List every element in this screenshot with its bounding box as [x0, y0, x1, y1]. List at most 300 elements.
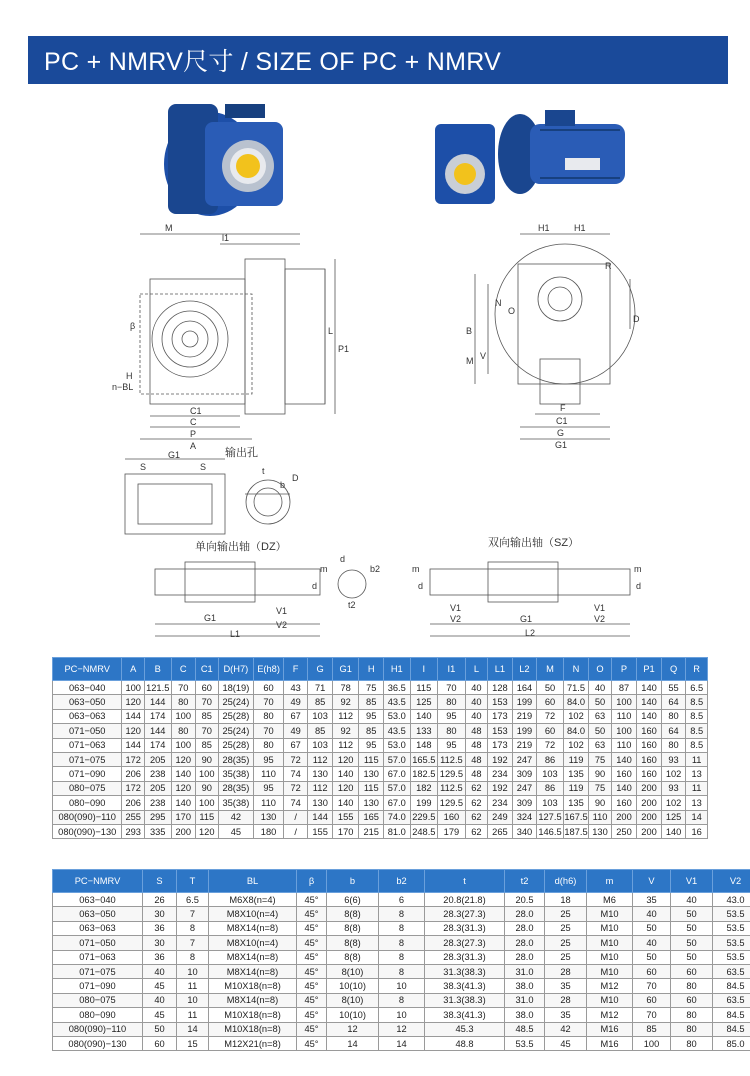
- double-shaft-label: 双向输出轴（SZ）: [488, 537, 580, 549]
- table-cell: 133: [410, 724, 438, 738]
- table-cell-model: 071−090: [53, 979, 143, 993]
- table-cell: 48.5: [505, 1022, 545, 1036]
- table1-header: P1: [637, 658, 662, 681]
- table-cell: 49: [283, 695, 308, 709]
- table-cell: 265: [488, 824, 513, 838]
- table-cell: 130: [589, 824, 611, 838]
- table-cell: M10X18(n=8): [209, 979, 297, 993]
- table-cell: 14: [379, 1036, 425, 1050]
- table-cell: 229.5: [410, 810, 438, 824]
- dim-m-double-left: m: [412, 564, 420, 574]
- table-cell: 11: [177, 979, 209, 993]
- table-cell: 238: [144, 767, 171, 781]
- table-cell: 115: [359, 781, 384, 795]
- dim-L: L: [328, 326, 334, 336]
- table2-header: β: [297, 870, 327, 893]
- table-cell: 140: [171, 796, 196, 810]
- table-cell: 55: [661, 681, 686, 695]
- table-cell: 112: [332, 709, 359, 723]
- table-cell: 103: [308, 738, 333, 752]
- table-cell: 119: [563, 781, 589, 795]
- table-cell: 53.5: [713, 950, 750, 964]
- table-cell: 35: [545, 1008, 587, 1022]
- table-cell: 206: [122, 767, 144, 781]
- table-cell: 43.5: [383, 724, 410, 738]
- table-cell: 48: [465, 738, 487, 752]
- table1-header: PC−NMRV: [53, 658, 122, 681]
- table-cell: 53.5: [713, 921, 750, 935]
- table-cell: M8X10(n=4): [209, 907, 297, 921]
- table-cell: 100: [611, 724, 637, 738]
- table-cell: 90: [196, 781, 218, 795]
- table-cell: 74: [283, 767, 308, 781]
- table-cell: 18(19): [218, 681, 254, 695]
- table-cell: 28.0: [505, 936, 545, 950]
- table-cell: 85: [359, 724, 384, 738]
- table-cell: 90: [196, 752, 218, 766]
- table-cell: 75: [589, 752, 611, 766]
- table-cell: 67.0: [383, 796, 410, 810]
- table-cell: 100: [611, 695, 637, 709]
- table-cell: 11: [177, 1008, 209, 1022]
- table-cell: 129.5: [438, 767, 466, 781]
- table-cell: 170: [332, 824, 359, 838]
- table-cell: 60: [196, 681, 218, 695]
- table-cell: 140: [661, 824, 686, 838]
- table-cell: 6.5: [686, 681, 708, 695]
- table-cell: 115: [410, 681, 438, 695]
- table-cell: 35(38): [218, 796, 254, 810]
- table1-header: E(h8): [254, 658, 284, 681]
- table-cell: 86: [537, 752, 564, 766]
- table-cell: 173: [488, 709, 513, 723]
- table1-header: H1: [383, 658, 410, 681]
- table-cell: 130: [308, 796, 333, 810]
- double-shaft-labels: [412, 564, 642, 638]
- table-cell: 80: [171, 724, 196, 738]
- table-cell: 60: [671, 964, 713, 978]
- dim-O: O: [508, 306, 516, 316]
- table-cell: 12: [327, 1022, 379, 1036]
- table-cell: 295: [144, 810, 171, 824]
- table-cell: 85: [196, 738, 218, 752]
- table-cell: 84.5: [713, 1022, 750, 1036]
- table-cell: 60: [537, 724, 564, 738]
- table-cell: 95: [254, 752, 284, 766]
- table2-header: V2: [713, 870, 750, 893]
- table-cell: 45°: [297, 893, 327, 907]
- table-cell: M10X18(n=8): [209, 1008, 297, 1022]
- table-cell: 215: [359, 824, 384, 838]
- table-cell: 130: [359, 796, 384, 810]
- output-hole-label: 输出孔: [225, 447, 258, 459]
- table-cell: 103: [537, 767, 564, 781]
- table-cell: 144: [122, 709, 144, 723]
- front-view-drawing: [140, 234, 335, 439]
- dim-V1-left: V1: [450, 603, 462, 613]
- table-cell: 74.0: [383, 810, 410, 824]
- table-cell: 45°: [297, 936, 327, 950]
- table2-header: b2: [379, 870, 425, 893]
- table-cell: 112: [332, 738, 359, 752]
- table-cell: 81.0: [383, 824, 410, 838]
- table-cell: 85: [196, 709, 218, 723]
- table-row: [53, 767, 708, 781]
- table-cell: 125: [410, 695, 438, 709]
- table-cell: 200: [637, 824, 662, 838]
- table-cell: 25: [545, 936, 587, 950]
- dim-S-right: S: [200, 462, 207, 472]
- table-cell-model: 063−063: [53, 921, 143, 935]
- table-cell: 200: [637, 810, 662, 824]
- table-cell: 60: [537, 695, 564, 709]
- table-cell: M6: [587, 893, 633, 907]
- table-cell: 28.3(27.3): [425, 936, 505, 950]
- table-cell: 43.5: [383, 695, 410, 709]
- table-cell: M8X10(n=4): [209, 936, 297, 950]
- table-cell: 182: [410, 781, 438, 795]
- table-cell: 60: [143, 1036, 177, 1050]
- table-cell: 57.0: [383, 752, 410, 766]
- table-cell: 40: [465, 681, 487, 695]
- table-cell: 120: [122, 695, 144, 709]
- table-cell: 6: [379, 893, 425, 907]
- table-cell: 234: [488, 767, 513, 781]
- table-cell: 247: [512, 752, 537, 766]
- table-cell: 206: [122, 796, 144, 810]
- table-cell: 48.8: [425, 1036, 505, 1050]
- table-cell: 160: [637, 752, 662, 766]
- table-cell: 8(8): [327, 921, 379, 935]
- table-cell: M10: [587, 907, 633, 921]
- table-cell: 173: [488, 738, 513, 752]
- table-cell: 144: [144, 724, 171, 738]
- table-cell: 165: [359, 810, 384, 824]
- table-cell: 140: [611, 752, 637, 766]
- table-cell: 25: [545, 921, 587, 935]
- table-cell: M10: [587, 936, 633, 950]
- table-cell: 87: [611, 681, 637, 695]
- table-cell: 255: [122, 810, 144, 824]
- table2-header: T: [177, 870, 209, 893]
- table-cell: 112: [308, 752, 333, 766]
- table-row: [53, 921, 750, 935]
- table-cell: 120: [171, 752, 196, 766]
- dim-S-left: S: [140, 462, 147, 472]
- table-cell: 36: [143, 921, 177, 935]
- table-cell: 100: [171, 738, 196, 752]
- table1-header: L: [465, 658, 487, 681]
- side-view-labels: [466, 223, 640, 450]
- table-cell: 75: [359, 681, 384, 695]
- technical-drawing: [0, 84, 750, 654]
- table-cell: 8(10): [327, 964, 379, 978]
- table-cell: 20.8(21.8): [425, 893, 505, 907]
- table-cell: 174: [144, 738, 171, 752]
- table-cell-model: 071−075: [53, 964, 143, 978]
- table-cell-model: 071−075: [53, 752, 122, 766]
- table-row: [53, 796, 708, 810]
- table1-header: G: [308, 658, 333, 681]
- table-cell: 53.0: [383, 738, 410, 752]
- dim-C1: C1: [190, 406, 202, 416]
- table-cell: 31.3(38.3): [425, 964, 505, 978]
- table-row: [53, 907, 750, 921]
- table1-header-row: [53, 658, 708, 681]
- table-cell: 38.0: [505, 1008, 545, 1022]
- table-row: [53, 993, 750, 1007]
- table-cell-model: 063−063: [53, 709, 122, 723]
- table-cell: 78: [332, 681, 359, 695]
- table-cell-model: 071−050: [53, 936, 143, 950]
- table-cell: 80: [671, 1036, 713, 1050]
- table-cell: 43.0: [713, 893, 750, 907]
- table-cell: 110: [611, 738, 637, 752]
- table-cell: 15: [177, 1036, 209, 1050]
- dim-R: R: [605, 261, 612, 271]
- table-cell: 43: [283, 681, 308, 695]
- table-cell: 85.0: [713, 1036, 750, 1050]
- table-cell: 45°: [297, 950, 327, 964]
- single-shaft-label: 单向输出轴（DZ）: [195, 541, 287, 553]
- table-cell-model: 071−050: [53, 724, 122, 738]
- dim-V2-single: V2: [276, 620, 288, 630]
- table-cell: 144: [308, 810, 333, 824]
- dim-G1-single: G1: [204, 613, 217, 623]
- table-cell: 31.3(38.3): [425, 993, 505, 1007]
- table-cell: 14: [327, 1036, 379, 1050]
- dim-P: P: [190, 429, 197, 439]
- table-cell: 200: [611, 810, 637, 824]
- table-cell: 80: [438, 724, 466, 738]
- title-banner: [28, 36, 728, 84]
- table-cell: 80: [438, 695, 466, 709]
- table-cell: 6(6): [327, 893, 379, 907]
- table-cell: 10: [177, 964, 209, 978]
- table2-header: BL: [209, 870, 297, 893]
- table-cell: 45: [143, 1008, 177, 1022]
- table-cell-model: 063−050: [53, 907, 143, 921]
- table-cell: 40: [671, 893, 713, 907]
- table-row: [53, 964, 750, 978]
- table2-header: t: [425, 870, 505, 893]
- table-row: [53, 810, 708, 824]
- table1-header: R: [686, 658, 708, 681]
- table-cell: 45°: [297, 1022, 327, 1036]
- table-cell: 70: [633, 1008, 671, 1022]
- table-row: [53, 1036, 750, 1050]
- table-cell: 40: [589, 681, 611, 695]
- table-cell: 80: [254, 709, 284, 723]
- table-cell: 85: [633, 1022, 671, 1036]
- single-shaft-drawing: [155, 562, 366, 636]
- table-cell: 53.5: [713, 907, 750, 921]
- table1-header: P: [611, 658, 637, 681]
- table-cell: 172: [122, 781, 144, 795]
- table-cell: 11: [686, 781, 708, 795]
- table1-header: L2: [512, 658, 537, 681]
- table-cell: 167.5: [563, 810, 589, 824]
- dim-H1-right: H1: [574, 223, 586, 233]
- table-cell: 28(35): [218, 752, 254, 766]
- table-cell: 62: [465, 824, 487, 838]
- table-cell: 12: [379, 1022, 425, 1036]
- page-title: PC + NMRV尺寸 / SIZE OF PC + NMRV: [44, 48, 502, 76]
- table-cell: 25(24): [218, 695, 254, 709]
- table-cell: 8.5: [686, 738, 708, 752]
- table-cell: 8(8): [327, 936, 379, 950]
- table-cell: 8: [379, 950, 425, 964]
- dim-F: F: [560, 403, 566, 413]
- table-cell: 182.5: [410, 767, 438, 781]
- table-cell: 48: [465, 752, 487, 766]
- table-cell: 8: [379, 993, 425, 1007]
- table-cell: 248.5: [410, 824, 438, 838]
- table-cell: 60: [633, 993, 671, 1007]
- product-photo-gearbox: [164, 104, 283, 216]
- dim-beta: β: [130, 321, 136, 331]
- table-cell: 40: [633, 907, 671, 921]
- table-cell: 45°: [297, 907, 327, 921]
- dim-V: V: [480, 351, 487, 361]
- table-cell: 28.3(27.3): [425, 907, 505, 921]
- table-cell: 70: [438, 681, 466, 695]
- table-cell: 28: [545, 964, 587, 978]
- table-cell: 115: [359, 752, 384, 766]
- table-cell: 219: [512, 738, 537, 752]
- table-cell: 70: [171, 681, 196, 695]
- table-cell: 67.0: [383, 767, 410, 781]
- table-cell: 140: [171, 767, 196, 781]
- table-cell: 249: [488, 810, 513, 824]
- table-cell: 135: [563, 767, 589, 781]
- table-cell: 10: [177, 993, 209, 1007]
- table-cell: 199: [410, 796, 438, 810]
- table-cell: 160: [637, 738, 662, 752]
- table-cell: 84.5: [713, 1008, 750, 1022]
- table-cell: M8X14(n=8): [209, 993, 297, 1007]
- table-cell: 30: [143, 907, 177, 921]
- table-cell: /: [283, 824, 308, 838]
- table-cell: 64: [661, 695, 686, 709]
- table-cell: 130: [254, 810, 284, 824]
- table-row: [53, 738, 708, 752]
- dim-P1: P1: [338, 344, 350, 354]
- table-cell: 42: [545, 1022, 587, 1036]
- table-cell: M12X21(n=8): [209, 1036, 297, 1050]
- table-cell: 48: [465, 767, 487, 781]
- table-cell: 35: [633, 893, 671, 907]
- table-cell-model: 080−090: [53, 796, 122, 810]
- table-cell: 28.0: [505, 950, 545, 964]
- table-cell: 187.5: [563, 824, 589, 838]
- table-cell: 199: [512, 724, 537, 738]
- table-cell: 45°: [297, 964, 327, 978]
- dim-m-single: m: [320, 564, 328, 574]
- table-cell-model: 080−075: [53, 993, 143, 1007]
- table-cell: 70: [196, 724, 218, 738]
- table-cell: 50: [589, 724, 611, 738]
- table-row: [53, 893, 750, 907]
- table-cell: 80: [671, 1022, 713, 1036]
- table1-header: B: [144, 658, 171, 681]
- table-cell: 238: [144, 796, 171, 810]
- table-cell: 8: [379, 964, 425, 978]
- table-cell: 28.3(31.3): [425, 921, 505, 935]
- table-cell: 160: [637, 724, 662, 738]
- table-cell: 199: [512, 695, 537, 709]
- table-cell: 84.0: [563, 695, 589, 709]
- dim-l1: l1: [222, 233, 230, 243]
- table-row: [53, 724, 708, 738]
- table-cell: 140: [410, 709, 438, 723]
- table-cell: 120: [122, 724, 144, 738]
- table-cell-model: 080(090)−130: [53, 1036, 143, 1050]
- table-cell: 160: [637, 767, 662, 781]
- table-row: [53, 1022, 750, 1036]
- table-cell: 324: [512, 810, 537, 824]
- dim-V1-single: V1: [276, 606, 288, 616]
- dim-L2: L2: [525, 628, 536, 638]
- table-cell: 335: [144, 824, 171, 838]
- table-cell: 93: [661, 781, 686, 795]
- table-cell: M10: [587, 950, 633, 964]
- table-cell: 155: [332, 810, 359, 824]
- table-cell: 50: [671, 936, 713, 950]
- table2-header: t2: [505, 870, 545, 893]
- table-cell: 84.0: [563, 724, 589, 738]
- table-cell: 293: [122, 824, 144, 838]
- table-cell: 160: [611, 796, 637, 810]
- table-cell: M10: [587, 964, 633, 978]
- table-cell: 95: [438, 709, 466, 723]
- table-cell: 28(35): [218, 781, 254, 795]
- table1-header: Q: [661, 658, 686, 681]
- table-cell: 70: [633, 979, 671, 993]
- table-cell: 25(28): [218, 738, 254, 752]
- table-cell: 60: [671, 993, 713, 1007]
- table-cell: 90: [589, 796, 611, 810]
- table-cell-model: 080−090: [53, 1008, 143, 1022]
- table-cell: 100: [122, 681, 144, 695]
- table-cell: 7: [177, 907, 209, 921]
- table2-header: d(h6): [545, 870, 587, 893]
- table-cell: 144: [144, 695, 171, 709]
- table-cell: 80: [671, 1008, 713, 1022]
- table-cell: M12: [587, 979, 633, 993]
- table-cell: 200: [637, 796, 662, 810]
- table-cell: 50: [633, 950, 671, 964]
- table-row: [53, 752, 708, 766]
- table-cell: 165.5: [410, 752, 438, 766]
- table-cell: 234: [488, 796, 513, 810]
- table-cell: 67: [283, 709, 308, 723]
- table-cell: 50: [671, 950, 713, 964]
- table1-header: N: [563, 658, 589, 681]
- table-cell: 192: [488, 781, 513, 795]
- table-cell: 95: [438, 738, 466, 752]
- table-cell: 28: [545, 993, 587, 1007]
- dim-D: D: [633, 314, 640, 324]
- table-row: [53, 979, 750, 993]
- table-cell: 110: [254, 767, 284, 781]
- table-cell: 86: [537, 781, 564, 795]
- table-cell: 40: [143, 964, 177, 978]
- table-cell: 8: [177, 921, 209, 935]
- dim-G: G: [557, 428, 565, 438]
- table-cell: 13: [686, 767, 708, 781]
- table-cell: 309: [512, 767, 537, 781]
